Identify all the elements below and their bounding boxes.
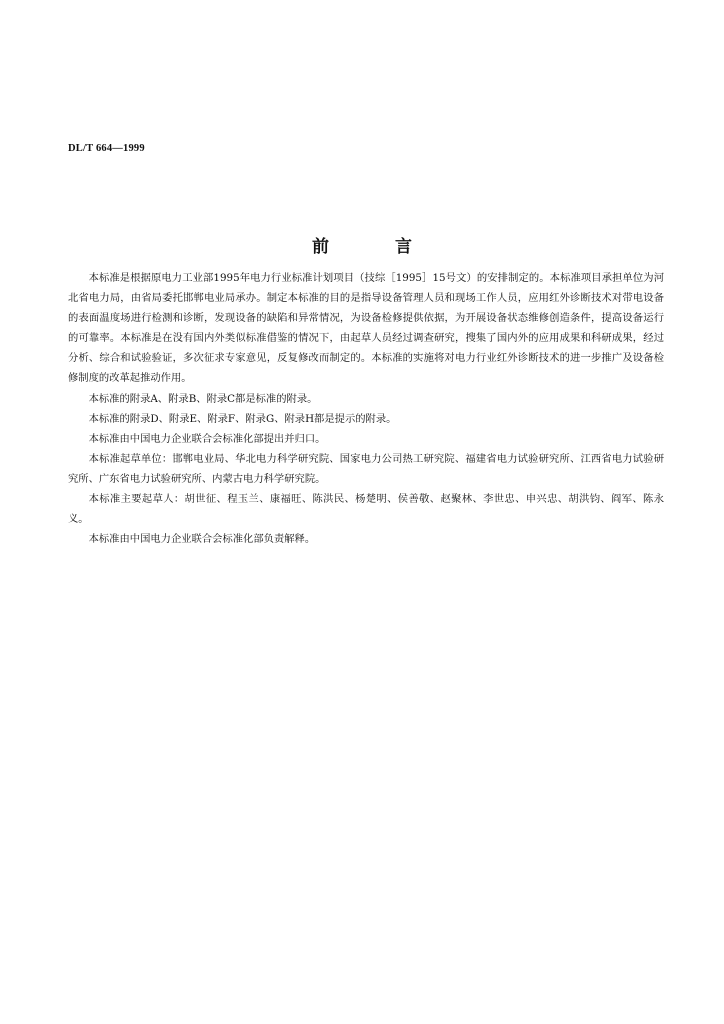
foreword-body [68,268,664,549]
document-code: DL/T 664—1999 [68,143,145,154]
paragraph-drafting-units: 本标准起草单位：邯郸电业局、华北电力科学研究院、国家电力公司热工研究院、福建省电力试验研究所、江西省电力试验研究所、广东省电力试验研究所、内蒙古电力科学研究院。 [68,452,664,485]
paragraph-background: 本标准是根据原电力工业部1995年电力行业标准计划项目（技综［1995］15号文）的安排制定的。本标准项目承担单位为河北省电力局，由省局委托邯郸电业局承办。制定本标准的目的是指导设备管理人员和现场工作人员，应用红外诊断技术对带电设备的表面温度场进行检测和诊断，发现设备的缺陷和异常情况，为设备检修提供依据，为开展设备状态维修创造条件，提高设备运行的可靠率。本标准是在没有国内外类似标准借鉴的情况下，由起草人员经过调查研究，搜集了国内外的应用成果和科研成果，经过分析、综合和试验验证，多次征求专家意见，反复修改而制定的。本标准的实施将对电力行业红外诊断技术的进一步推广及设备检修制度的改革起推动作用。 [68,272,664,385]
paragraph-normative-appendices: 本标准的附录A、附录B、附录C都是标准的附录。 [88,392,318,405]
paragraph-informative-appendices: 本标准的附录D、附录E、附录F、附录G、附录H都是提示的附录。 [88,412,397,425]
paragraph-proposer: 本标准由中国电力企业联合会标准化部提出并归口。 [88,432,326,445]
paragraph-drafters: 本标准主要起草人：胡世征、程玉兰、康福旺、陈洪民、杨楚明、侯善敬、赵聚林、李世忠、申兴忠、胡洪钧、阎军、陈永义。 [68,493,664,526]
paragraph-interpretation: 本标准由中国电力企业联合会标准化部负责解释。 [88,533,316,546]
page-title: 前 言 [312,237,442,257]
